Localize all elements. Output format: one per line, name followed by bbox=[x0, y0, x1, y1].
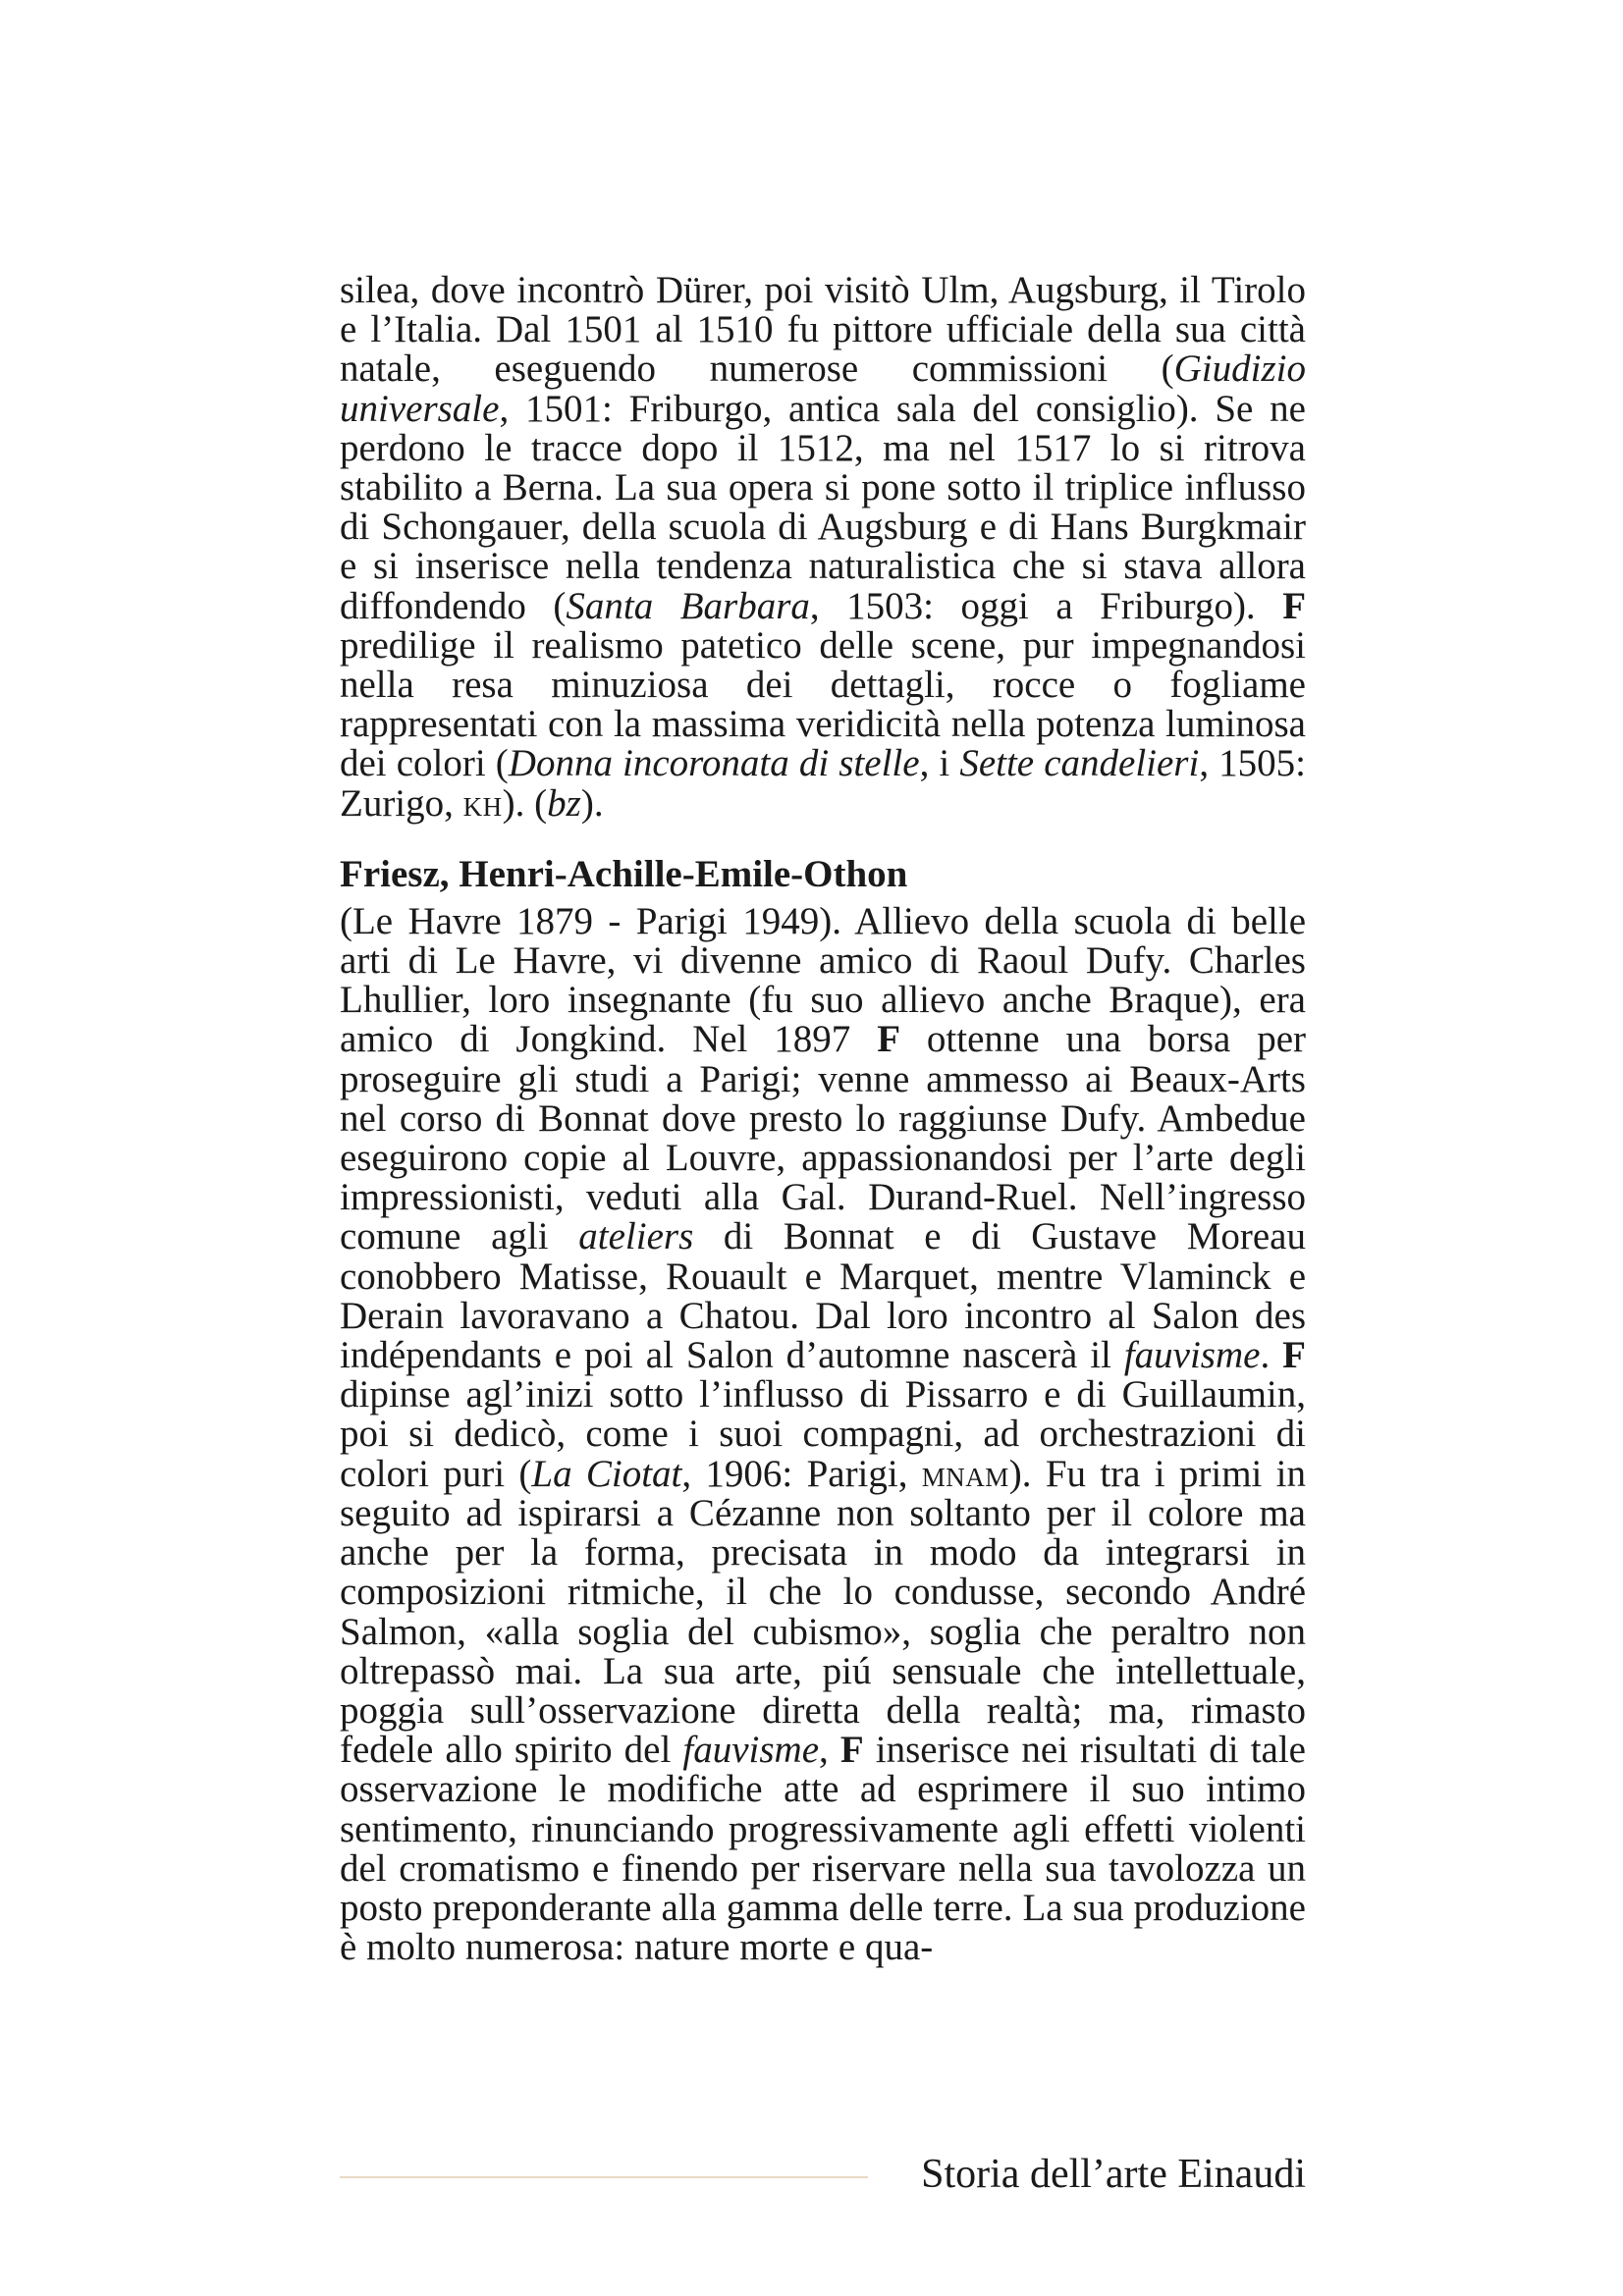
footer-title: Storia dell’arte Einaudi bbox=[921, 2152, 1306, 2197]
text-run: di Bonnat e di Gustave Moreau conobbero Matisse, Rouault e Marquet, mentre Vlaminck e Derain lavoravano a Chatou. Dal loro incontro al Salon des indépendants e poi al Salon d’automne nascerà il bbox=[340, 1215, 1306, 1377]
intro-paragraph bbox=[340, 271, 1306, 824]
italic-term: ateliers bbox=[578, 1215, 694, 1258]
italic-title: Santa Barbara bbox=[566, 584, 810, 627]
text-run: ottenne una borsa per proseguire gli studi a Parigi; venne ammesso ai Beaux-Arts nel corso di Bonnat dove presto lo raggiunse Dufy. Ambedue eseguirono copie al Louvre, appassionandosi per l’arte degli impressionisti, veduti alla Gal. Durand-Ruel. Nell’ingresso comune agli bbox=[340, 1018, 1307, 1258]
main-text-column bbox=[340, 271, 1306, 1967]
bold-initial: F bbox=[1282, 1334, 1306, 1377]
text-run: , i bbox=[919, 742, 960, 785]
text-run: ). bbox=[580, 781, 604, 825]
text-run: ). Fu tra i primi in seguito ad ispirarsi a Cézanne non soltanto per il colore ma anche per la forma, precisata in modo da integrarsi in composizioni ritmiche, il che lo condusse, secondo André Salmon, «alla soglia del cubismo», soglia che peraltro non oltrepassò mai. La sua arte, piú sensuale che intellettuale, poggia sull’osservazione diretta della realtà; ma, rimasto fedele allo spirito del bbox=[340, 1452, 1306, 1772]
italic-term: fauvisme bbox=[1123, 1334, 1261, 1377]
text-run: predilige il realismo patetico delle scene, pur impegnandosi nella resa minuziosa dei dettagli, rocce o fogliame rappresentati con la massima veridicità nella potenza luminosa dei colori ( bbox=[340, 623, 1306, 785]
text-run: , 1906: Parigi, bbox=[681, 1452, 922, 1495]
text-run: , 1503: oggi a Friburgo). bbox=[809, 584, 1283, 627]
entry-heading: Friesz, Henri-Achille-Emile-Othon bbox=[340, 852, 908, 895]
bold-initial: F bbox=[839, 1729, 864, 1772]
bold-initial: F bbox=[1282, 584, 1307, 627]
small-caps-abbrev: mnam bbox=[921, 1452, 1009, 1495]
italic-title: La Ciotat bbox=[531, 1452, 682, 1495]
footer-rule bbox=[340, 2176, 868, 2178]
italic-title: Donna incoronata di stelle bbox=[508, 742, 920, 785]
text-run: inserisce nei risultati di tale osservazione le modifiche atte ad esprimere il suo intimo sentimento, rinunciando progressivamente agli effetti violenti del cromatismo e finendo per riservare nella sua tavolozza un posto preponderante alla gamma delle terre. La sua produzione è molto numerosa: nature morte e qua- bbox=[340, 1729, 1306, 1969]
italic-title: Sette candelieri bbox=[959, 742, 1200, 785]
text-run: silea, dove incontrò Dürer, poi visitò Ulm, Augsburg, il Tirolo e l’Italia. Dal 1501 al 1510 fu pittore ufficiale della sua città natale, eseguendo numerose commissioni ( bbox=[340, 269, 1306, 391]
page-footer bbox=[340, 2150, 1306, 2199]
italic-title: Giudizio universale bbox=[340, 347, 1306, 430]
author-initials: bz bbox=[547, 781, 581, 825]
text-run: , 1501: Friburgo, antica sala del consiglio). Se ne perdono le tracce dopo il 1512, ma nel 1517 lo si ritrova stabilito a Berna. La sua opera si pone sotto il triplice influsso di Schongauer, della scuola di Augsburg e di Hans Burgkmair e si inserisce nella tendenza naturalistica che si stava allora diffondendo ( bbox=[340, 387, 1306, 627]
bold-initial: F bbox=[877, 1018, 901, 1061]
text-run: , 1505: Zurigo, bbox=[340, 742, 1307, 825]
entry-paragraph bbox=[340, 899, 1307, 1969]
text-run: ). ( bbox=[502, 781, 548, 825]
text-run: . bbox=[1260, 1334, 1283, 1377]
italic-term: fauvisme bbox=[682, 1729, 820, 1772]
text-run: (Le Havre 1879 - Parigi 1949). Allievo della scuola di belle arti di Le Havre, vi divenne amico di Raoul Dufy. Charles Lhullier, loro insegnante (fu suo allievo anche Braque), era amico di Jongkind. Nel 1897 bbox=[340, 899, 1306, 1061]
text-run: , bbox=[819, 1729, 840, 1772]
text-run: dipinse agl’inizi sotto l’influsso di Pissarro e di Guillaumin, poi si dedicò, come i suoi compagni, ad orchestrazioni di colori puri ( bbox=[340, 1373, 1306, 1495]
small-caps-abbrev: kh bbox=[462, 781, 503, 825]
